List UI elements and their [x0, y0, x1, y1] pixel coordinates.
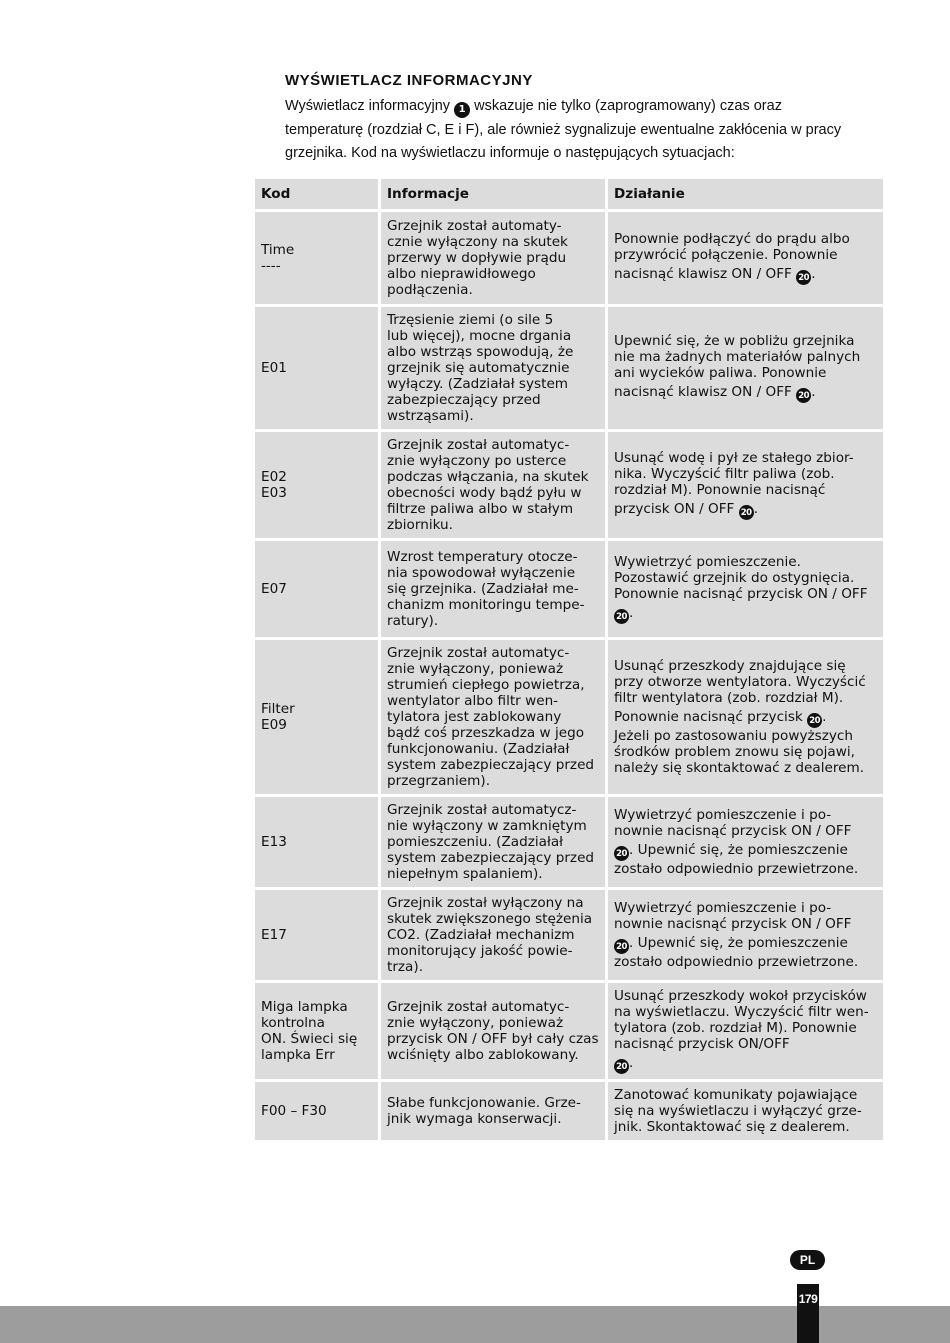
on-off-button-20-icon: 20 [614, 1059, 629, 1074]
header-dzialanie: Działanie [608, 179, 883, 209]
action-cell: Wywietrzyć pomieszczenie. Pozostawić grzejnik do ostygnięcia. Ponownie nacisnąć przycisk ON / OFF 20 . [608, 541, 883, 637]
code-cell: Filter E09 [255, 640, 378, 794]
table-row [255, 797, 883, 887]
language-badge: PL [790, 1250, 825, 1270]
on-off-button-20-icon: 20 [614, 846, 629, 861]
info-cell: Grzejnik został automaty- cznie wyłączony na skutek przerwy w dopływie prądu albo nieprawidłowego podłączenia. [381, 212, 605, 304]
info-cell: Grzejnik został automatyc- znie wyłączony po usterce podczas włączania, na skutek obecności wody bądź pyłu w filtrze paliwa albo w stałym zbiorniku. [381, 432, 605, 538]
on-off-button-20-icon: 20 [614, 939, 629, 954]
code-cell: E07 [255, 541, 378, 637]
table-row [255, 890, 883, 980]
code-cell: E13 [255, 797, 378, 887]
info-cell: Grzejnik został automatyc- znie wyłączony, ponieważ strumień ciepłego powietrza, wentylator albo filtr wen- tylatora jest zablokowany bądź coś przeszkadza w jego funkcjonowaniu. (Zadziałał system zabezpieczający przed przegrzaniem). [381, 640, 605, 794]
code-cell: Miga lampka kontrolna ON. Świeci się lampka Err [255, 983, 378, 1079]
callout-1-icon: 1 [454, 102, 470, 118]
info-cell: Słabe funkcjonowanie. Grze- jnik wymaga konserwacji. [381, 1082, 605, 1140]
table-row [255, 983, 883, 1079]
action-cell: Ponownie podłączyć do prądu albo przywrócić połączenie. Ponownie nacisnąć klawisz ON / OFF 20 . [608, 212, 883, 304]
intro-line-3: grzejnika. Kod na wyświetlaczu informuje o następujących sytuacjach: [285, 145, 735, 161]
on-off-button-20-icon: 20 [614, 609, 629, 624]
on-off-button-20-icon: 20 [807, 713, 822, 728]
table-row [255, 307, 883, 429]
code-cell: E01 [255, 307, 378, 429]
info-cell: Grzejnik został wyłączony na skutek zwiększonego stężenia CO2. (Zadziałał mechanizm monitorujący jakość powie- trza). [381, 890, 605, 980]
action-cell: Wywietrzyć pomieszczenie i po- nownie nacisnąć przycisk ON / OFF 20 . Upewnić się, że pomieszczenie zostało odpowiednio przewietrzone. [608, 797, 883, 887]
on-off-button-20-icon: 20 [739, 505, 754, 520]
code-cell: E02 E03 [255, 432, 378, 538]
code-cell: F00 – F30 [255, 1082, 378, 1140]
on-off-button-20-icon: 20 [796, 270, 811, 285]
action-cell: Wywietrzyć pomieszczenie i po- nownie nacisnąć przycisk ON / OFF 20 . Upewnić się, że pomieszczenie zostało odpowiednio przewietrzone. [608, 890, 883, 980]
info-cell: Grzejnik został automatyc- znie wyłączony, ponieważ przycisk ON / OFF był cały czas wciśnięty albo zablokowany. [381, 983, 605, 1079]
action-cell: Usunąć przeszkody wokoł przycisków na wyświetlaczu. Wyczyścić filtr wen- tylatora (zob. rozdział M). Ponownie nacisnąć przycisk ON/OFF 20 . [608, 983, 883, 1079]
intro-paragraph [285, 95, 869, 166]
info-cell: Trzęsienie ziemi (o sile 5 lub więcej), mocne drgania albo wstrząs spowodują, że grzejnik się automatycznie wyłączy. (Zadziałał system zabezpieczający przed wstrząsami). [381, 307, 605, 429]
on-off-button-20-icon: 20 [796, 388, 811, 403]
header-kod: Kod [255, 179, 378, 209]
action-cell: Usunąć wodę i pył ze stałego zbior- nika. Wyczyścić filtr paliwa (zob. rozdział M). Ponownie nacisnąć przycisk ON / OFF 20 . [608, 432, 883, 538]
info-cell: Grzejnik został automatycz- nie wyłączony w zamkniętym pomieszczeniu. (Zadziałał system zabezpieczający przed niepełnym spalaniem). [381, 797, 605, 887]
page-number: 179 [797, 1284, 819, 1343]
error-code-table [255, 179, 883, 1143]
table-row [255, 1082, 883, 1140]
section-title: WYŚWIETLACZ INFORMACYJNY [285, 72, 533, 89]
table-row [255, 640, 883, 794]
header-informacje: Informacje [381, 179, 605, 209]
code-cell: Time ---- [255, 212, 378, 304]
info-cell: Wzrost temperatury otocze- nia spowodował wyłączenie się grzejnika. (Zadziałał me- chanizm monitoringu tempe- ratury). [381, 541, 605, 637]
table-row [255, 541, 883, 637]
action-cell: Zanotować komunikaty pojawiające się na wyświetlaczu i wyłączyć grze- jnik. Skontaktować się z dealerem. [608, 1082, 883, 1140]
intro-line-1: Wyświetlacz informacyjny 1 wskazuje nie tylko (zaprogramowany) czas oraz [285, 95, 869, 119]
intro-line-2: temperaturę (rozdział C, E i F), ale również sygnalizuje ewentualne zakłócenia w pracy [285, 121, 842, 138]
table-row [255, 212, 883, 304]
table-header-row [255, 179, 883, 209]
action-cell: Usunąć przeszkody znajdujące się przy otworze wentylatora. Wyczyścić filtr wentylatora (zob. rozdział M). Ponownie nacisnąć przycisk 20 . Jeżeli po zastosowaniu powyższych środków problem znowu się pojawi, należy się skontaktować z dealerem. [608, 640, 883, 794]
action-cell: Upewnić się, że w pobliżu grzejnika nie ma żadnych materiałów palnych ani wycieków paliwa. Ponownie nacisnąć klawisz ON / OFF 20 . [608, 307, 883, 429]
code-cell: E17 [255, 890, 378, 980]
table-row [255, 432, 883, 538]
